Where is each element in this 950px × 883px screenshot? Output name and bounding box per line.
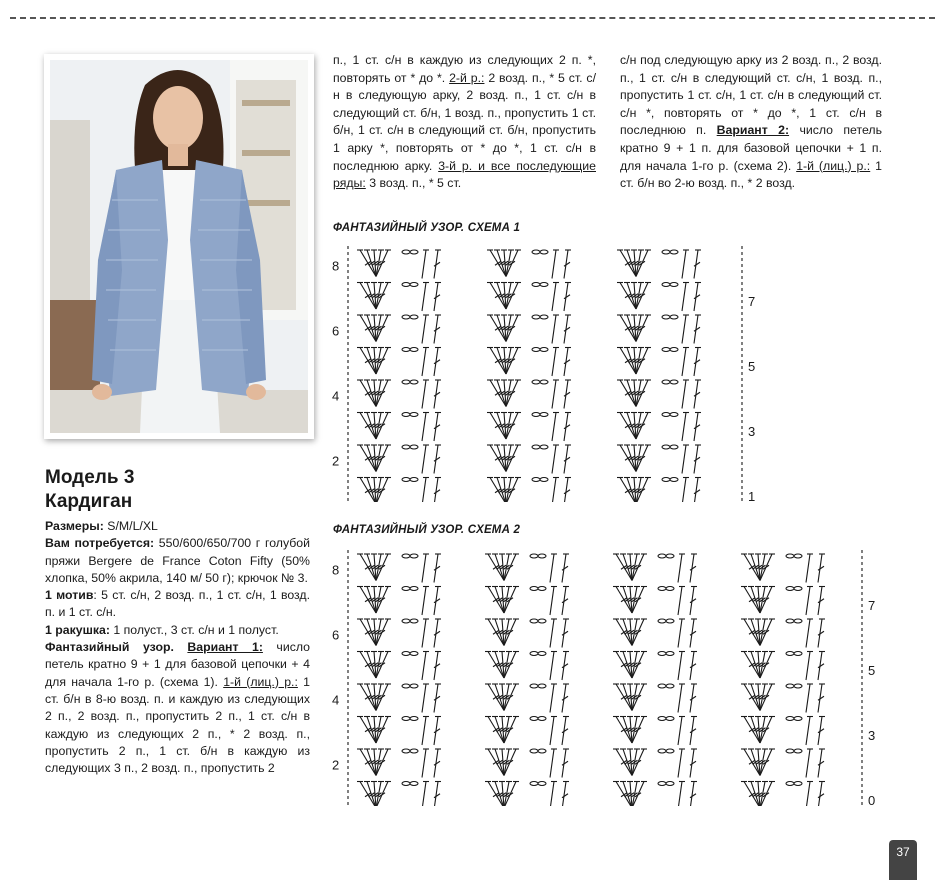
- row2-label: 2-й р.:: [449, 70, 485, 85]
- variant2-label: Вариант 2:: [716, 123, 790, 138]
- row1b-label: 1-й (лиц.) р.:: [796, 158, 871, 173]
- motif-label: 1 мотив: [45, 588, 94, 603]
- scheme2-row-number-right: 7: [868, 598, 876, 614]
- row1-text: 1 ст. б/н в 8-ю возд. п. и каждую из следующих 2 п., 2 возд. п., пропустить 2 п., 1 ст. с/н в каждую из следующих 2 п., * 2 возд. п., пропустить 2 п., 1 ст. б/н в каждую из следующих 3 п., 2 возд. п., пропустить 2: [45, 674, 310, 776]
- scheme2-row-number-right: 5: [868, 663, 876, 679]
- scheme2-row-number-left: 6: [332, 627, 340, 643]
- sizes-label: Размеры:: [45, 519, 104, 533]
- model-photo: [50, 60, 308, 433]
- scheme2-diagram: [330, 540, 880, 806]
- sizes-value: S/M/L/XL: [103, 519, 158, 533]
- scheme2-row-number-right: 3: [868, 728, 876, 744]
- scheme1-row-number-right: 1: [748, 489, 756, 502]
- scheme1-row-number-left: 2: [332, 453, 340, 469]
- col2-text-a: п., 1 ст. с/н в каждую из следующих 2 п. *, повторять от * до *.: [333, 53, 596, 85]
- top-dashed-rule: [10, 17, 935, 19]
- row1-label: 1-й (лиц.) р.:: [223, 674, 298, 689]
- scheme1-row-number-right: 7: [748, 294, 756, 310]
- scheme1-diagram: [330, 236, 760, 502]
- need-value: 550/600/650/700 г голубой пряжи Bergere de France Coton Fifty (50% хлопка, 50% акрила, 140 м/ 50 г); крючок № 3.: [45, 536, 310, 585]
- scheme1-row-number-left: 8: [332, 258, 340, 274]
- scheme1-row-number-right: 5: [748, 359, 756, 375]
- garment-title: Кардиган: [45, 491, 133, 512]
- scheme2-row-number-right: 0: [868, 793, 876, 806]
- instructions-column-2: [333, 52, 596, 193]
- scheme2-title: ФАНТАЗИЙНЫЙ УЗОР. СХЕМА 2: [333, 524, 521, 536]
- instructions-column-3: [620, 52, 882, 193]
- scheme1-row-number-right: 3: [748, 424, 756, 440]
- page-number: 37: [889, 840, 917, 880]
- model-title-block: [45, 466, 134, 514]
- row3-label: 3-й р. и все последующие ряды:: [333, 158, 596, 191]
- scheme1-title: ФАНТАЗИЙНЫЙ УЗОР. СХЕМА 1: [333, 222, 521, 234]
- col3-text-c: 1 ст. б/н во 2-ю возд. п., * 2 возд.: [620, 158, 882, 191]
- scheme1-row-number-left: 4: [332, 388, 340, 404]
- col2-text-b: 2 возд. п., * 5 ст. с/н в следующую арку, 2 возд. п., 1 ст. с/н в следующий ст. б/н, 1 возд. п., пропустить 1 ст. б/н, 1 ст. с/н в следующий ст. б/н, пропустить 1 арку *, повторять от * до *, 1 ст. с/н в последнюю арку.: [333, 70, 596, 173]
- need-label: Вам потребуется:: [45, 536, 155, 551]
- col2-text-c: 3 возд. п., * 5 ст.: [365, 176, 462, 191]
- cardigan-photo-illustration: [50, 60, 308, 433]
- scheme2-row-number-left: 4: [332, 692, 340, 708]
- scheme1-row-number-left: 6: [332, 323, 340, 339]
- materials-text: [45, 518, 310, 777]
- motif-value: : 5 ст. с/н, 2 возд. п., 1 ст. с/н, 1 возд. п. и 1 ст. с/н.: [45, 588, 310, 620]
- scheme2-row-number-left: 2: [332, 757, 340, 773]
- scheme2-row-number-left: 8: [332, 562, 340, 578]
- fancy-label: Фантазийный узор.: [45, 640, 174, 655]
- variant1-label: Вариант 1:: [187, 640, 263, 655]
- col3-text-a: с/н под следующую арку из 2 возд. п., 2 возд. п., 1 ст. с/н в следующий ст. с/н, 1 возд. п., пропустить 1 ст. с/н, 1 ст. с/н в следующий ст. с/н *, повторять от * до *, 1 ст. с/н в последнюю п.: [620, 53, 882, 138]
- shell-value: 1 полуст., 3 ст. с/н и 1 полуст.: [109, 622, 279, 637]
- model-title: Модель 3: [45, 467, 135, 488]
- scheme1-stitches: [348, 246, 742, 502]
- variant1-text: число петель кратно 9 + 1 для базовой цепочки + 4 для начала 1-го р. (схема 1).: [45, 640, 310, 689]
- col3-text-b: число петель кратно 9 + 1 п. для базовой цепочки + 1 п. для начала 1-го р. (схема 2).: [620, 123, 882, 173]
- photo-frame: [44, 54, 314, 439]
- scheme2-stitches: [348, 550, 862, 806]
- shell-label: 1 ракушка:: [45, 622, 110, 637]
